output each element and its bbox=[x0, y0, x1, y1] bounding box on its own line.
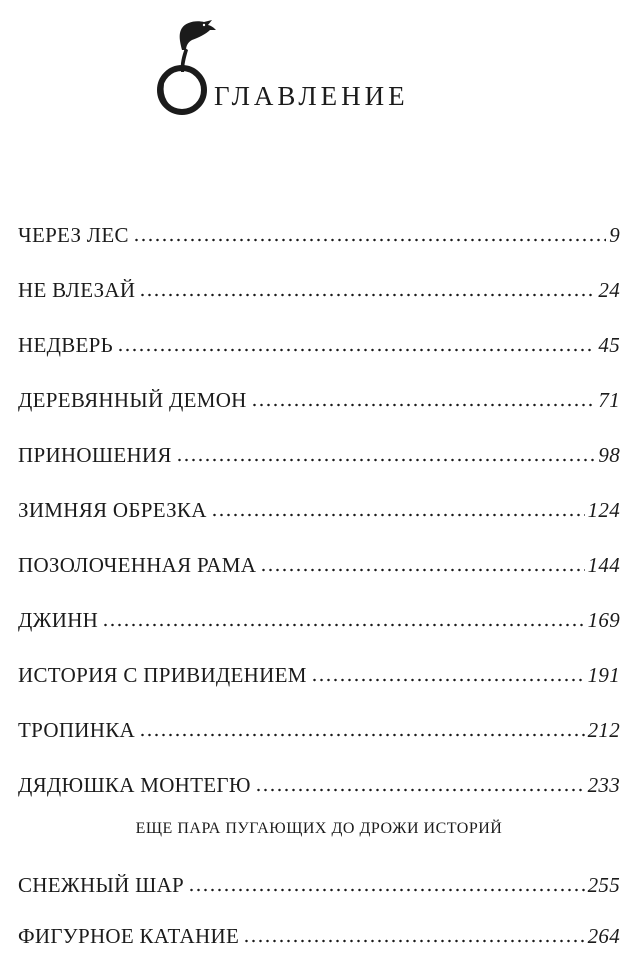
toc-entry-title: ИСТОРИЯ С ПРИВИДЕНИЕМ bbox=[18, 663, 307, 687]
dot-leader bbox=[176, 458, 596, 462]
dot-leader bbox=[117, 348, 595, 352]
toc-entry-title: ПОЗОЛОЧЕННАЯ РАМА bbox=[18, 553, 257, 577]
toc-entry[interactable] bbox=[18, 326, 620, 356]
section-heading: ЕЩЕ ПАРА ПУГАЮЩИХ ДО ДРОЖИ ИСТОРИЙ bbox=[135, 820, 503, 837]
dot-leader bbox=[260, 568, 584, 572]
toc-entry[interactable] bbox=[18, 711, 620, 741]
toc-entry[interactable] bbox=[18, 491, 620, 521]
toc-entry-title: ТРОПИНКА bbox=[18, 718, 135, 742]
toc-entry-title: ПРИНОШЕНИЯ bbox=[18, 443, 172, 467]
toc-entry-page: 255 bbox=[587, 873, 620, 897]
toc-entry[interactable] bbox=[18, 436, 620, 466]
toc-entry[interactable] bbox=[18, 866, 620, 896]
toc-entry-page: 264 bbox=[587, 924, 620, 948]
toc-entry-page: 124 bbox=[587, 498, 620, 522]
toc-entry[interactable] bbox=[18, 216, 620, 246]
page-title bbox=[150, 8, 490, 118]
dot-leader bbox=[102, 623, 584, 627]
toc-entry[interactable] bbox=[18, 271, 620, 301]
toc-entry-title: ФИГУРНОЕ КАТАНИЕ bbox=[18, 924, 240, 948]
toc-entry-title: ЧЕРЕЗ ЛЕС bbox=[18, 223, 129, 247]
dot-leader bbox=[255, 788, 585, 792]
toc-entry-title: СНЕЖНЫЙ ШАР bbox=[18, 873, 185, 897]
dot-leader bbox=[133, 238, 606, 242]
toc-entry-page: 144 bbox=[587, 553, 620, 577]
toc-entry-page: 24 bbox=[598, 278, 620, 302]
dot-leader bbox=[251, 403, 596, 407]
toc-entry-page: 98 bbox=[598, 443, 620, 467]
dot-leader bbox=[139, 293, 595, 297]
toc-entry-page: 71 bbox=[598, 388, 620, 412]
toc-entry-page: 9 bbox=[609, 223, 620, 247]
toc-entry[interactable] bbox=[18, 917, 620, 947]
toc-entry[interactable] bbox=[18, 381, 620, 411]
title-text: главление bbox=[214, 72, 409, 114]
toc-entry-page: 191 bbox=[587, 663, 620, 687]
dot-leader bbox=[139, 733, 585, 737]
dot-leader bbox=[211, 513, 585, 517]
toc-entry-page: 233 bbox=[587, 773, 620, 797]
toc-entry-title: ДЖИНН bbox=[18, 608, 99, 632]
toc-entry[interactable] bbox=[18, 766, 620, 796]
toc-entry-title: НЕ ВЛЕЗАЙ bbox=[18, 278, 136, 302]
toc-entry-title: ДЯДЮШКА МОНТЕГЮ bbox=[18, 773, 251, 797]
toc-entry-page: 45 bbox=[598, 333, 620, 357]
toc-entry-title: ДЕРЕВЯННЫЙ ДЕМОН bbox=[18, 388, 247, 412]
toc-entry[interactable] bbox=[18, 656, 620, 686]
toc-entry[interactable] bbox=[18, 601, 620, 631]
toc-entry-page: 169 bbox=[587, 608, 620, 632]
dot-leader bbox=[188, 888, 585, 892]
toc-entry[interactable] bbox=[18, 546, 620, 576]
dot-leader bbox=[311, 678, 585, 682]
toc-entry-title: ЗИМНЯЯ ОБРЕЗКА bbox=[18, 498, 207, 522]
toc-entry-title: НЕДВЕРЬ bbox=[18, 333, 113, 357]
toc-entry-page: 212 bbox=[587, 718, 620, 742]
dot-leader bbox=[243, 939, 585, 943]
